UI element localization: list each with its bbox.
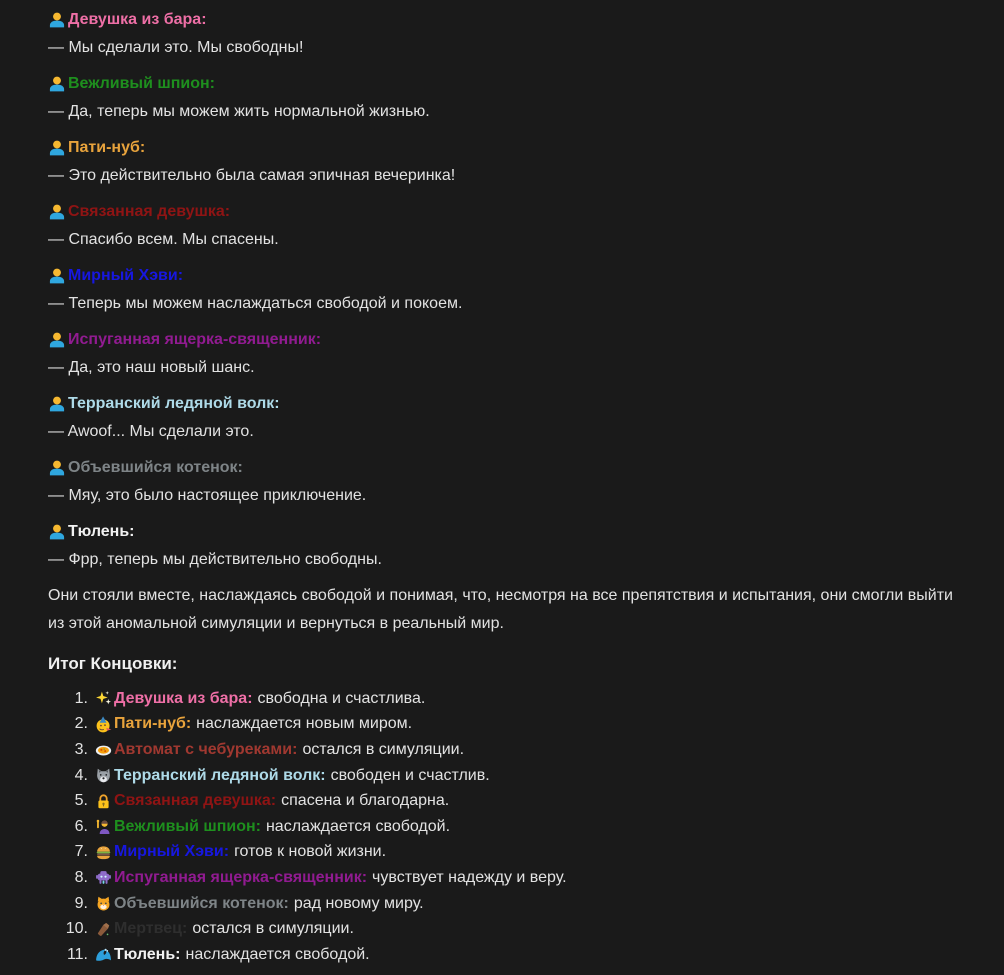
summary-text: наслаждается свободой. [185, 945, 370, 963]
person-icon [48, 459, 66, 477]
summary-item [48, 712, 960, 738]
dialogue-text: — Да, это наш новый шанс. [48, 359, 255, 376]
speaker-line [48, 198, 960, 226]
wave-icon [95, 946, 112, 963]
character-name: Пати-нуб: [114, 715, 192, 733]
dialogue-text: — Фрр, теперь мы действительно свободны. [48, 551, 382, 568]
speaker-line [48, 6, 960, 34]
speaker-line [48, 390, 960, 418]
summary-heading: Итог Концовки: [48, 654, 178, 673]
character-name: Тюлень: [68, 523, 135, 540]
character-name: Мирный Хэви: [68, 267, 184, 284]
cat-face-icon [95, 895, 112, 912]
summary-item [48, 840, 960, 866]
list-number: 6. [74, 817, 88, 835]
summary-item [48, 763, 960, 789]
summary-text: наслаждается свободой. [265, 817, 451, 835]
dialogue-text: — Мы сделали это. Мы свободны! [48, 39, 304, 56]
dialogue-block [48, 198, 960, 254]
dialogue-block [48, 390, 960, 446]
list-number: 4. [74, 766, 88, 784]
person-raising-hand-icon [95, 818, 112, 835]
dialogue-text: — Awoof... Мы сделали это. [48, 423, 254, 440]
summary-item [48, 865, 960, 891]
list-number: 3. [74, 740, 88, 758]
dialogue-block [48, 134, 960, 190]
summary-text: свободен и счастлив. [330, 766, 490, 784]
list-number: 11. [66, 945, 88, 963]
summary-item [48, 814, 960, 840]
character-name: Объевшийся котенок: [68, 459, 243, 476]
person-icon [48, 395, 66, 413]
character-name: Испуганная ящерка-священник: [68, 331, 322, 348]
coffin-icon [95, 921, 112, 938]
speaker-line [48, 262, 960, 290]
character-name: Вежливый шпион: [68, 75, 215, 92]
wolf-icon [95, 767, 112, 784]
hamburger-icon [95, 844, 112, 861]
partying-face-icon [95, 716, 112, 733]
summary-text: свободна и счастлива. [257, 689, 426, 707]
list-number: 8. [74, 868, 88, 886]
dialogue-block [48, 70, 960, 126]
lock-icon [95, 793, 112, 810]
person-icon [48, 11, 66, 29]
character-name: Мертвец: [114, 920, 188, 938]
summary-text: остался в симуляции. [192, 920, 354, 938]
list-number: 5. [74, 792, 88, 810]
person-icon [48, 75, 66, 93]
dialogue-text: — Да, теперь мы можем жить нормальной жизнью. [48, 103, 430, 120]
summary-item [48, 788, 960, 814]
list-number: 1. [74, 689, 88, 707]
character-name: Девушка из бара: [114, 689, 253, 707]
character-name: Тюлень: [114, 945, 181, 963]
summary-text: рад новому миру. [293, 894, 424, 912]
speaker-line [48, 518, 960, 546]
food-pan-icon [95, 741, 112, 758]
dialogue-text: — Теперь мы можем наслаждаться свободой и покоем. [48, 295, 463, 312]
speaker-line [48, 454, 960, 482]
summary-item [48, 942, 960, 968]
summary-item [48, 737, 960, 763]
character-name: Связанная девушка: [68, 203, 231, 220]
list-number: 7. [74, 843, 88, 861]
person-icon [48, 139, 66, 157]
character-name: Пати-нуб: [68, 139, 146, 156]
list-number: 9. [74, 894, 88, 912]
list-number: 2. [74, 715, 88, 733]
character-name: Связанная девушка: [114, 792, 277, 810]
character-name: Терранский ледяной волк: [68, 395, 280, 412]
dialogue-block [48, 326, 960, 382]
character-name: Автомат с чебуреками: [114, 740, 298, 758]
speaker-line [48, 70, 960, 98]
alien-monster-icon [95, 869, 112, 886]
summary-item [48, 686, 960, 712]
person-icon [48, 267, 66, 285]
character-name: Испуганная ящерка-священник: [114, 868, 368, 886]
dialogue-text: — Это действительно была самая эпичная вечеринка! [48, 167, 456, 184]
summary-text: чувствует надежду и веру. [372, 868, 567, 886]
person-icon [48, 331, 66, 349]
summary-text: спасена и благодарна. [281, 792, 450, 810]
character-name: Объевшийся котенок: [114, 894, 289, 912]
summary-text: готов к новой жизни. [234, 843, 387, 861]
summary-list [48, 686, 960, 968]
sparkles-icon [95, 690, 112, 707]
summary-item [48, 891, 960, 917]
dialogue-text: — Спасибо всем. Мы спасены. [48, 231, 279, 248]
speaker-line [48, 326, 960, 354]
dialogue-block [48, 6, 960, 62]
closing-paragraph: Они стояли вместе, наслаждаясь свободой и понимая, что, несмотря на все препятствия и испытания, они смогли выйти из этой аномальной симуляции и вернуться в реальный мир. [48, 587, 953, 632]
character-name: Терранский ледяной волк: [114, 766, 326, 784]
speaker-line [48, 134, 960, 162]
dialogue-block [48, 262, 960, 318]
dialogue-block [48, 518, 960, 574]
summary-text: остался в симуляции. [302, 740, 465, 758]
summary-text: наслаждается новым миром. [196, 715, 413, 733]
chat-transcript [48, 6, 960, 968]
person-icon [48, 203, 66, 221]
dialogue-text: — Мяу, это было настоящее приключение. [48, 487, 367, 504]
dialogue-list [48, 6, 960, 574]
character-name: Вежливый шпион: [114, 817, 261, 835]
list-number: 10. [65, 920, 88, 938]
dialogue-block [48, 454, 960, 510]
person-icon [48, 523, 66, 541]
character-name: Девушка из бара: [68, 11, 207, 28]
character-name: Мирный Хэви: [114, 843, 230, 861]
summary-item [48, 916, 960, 942]
